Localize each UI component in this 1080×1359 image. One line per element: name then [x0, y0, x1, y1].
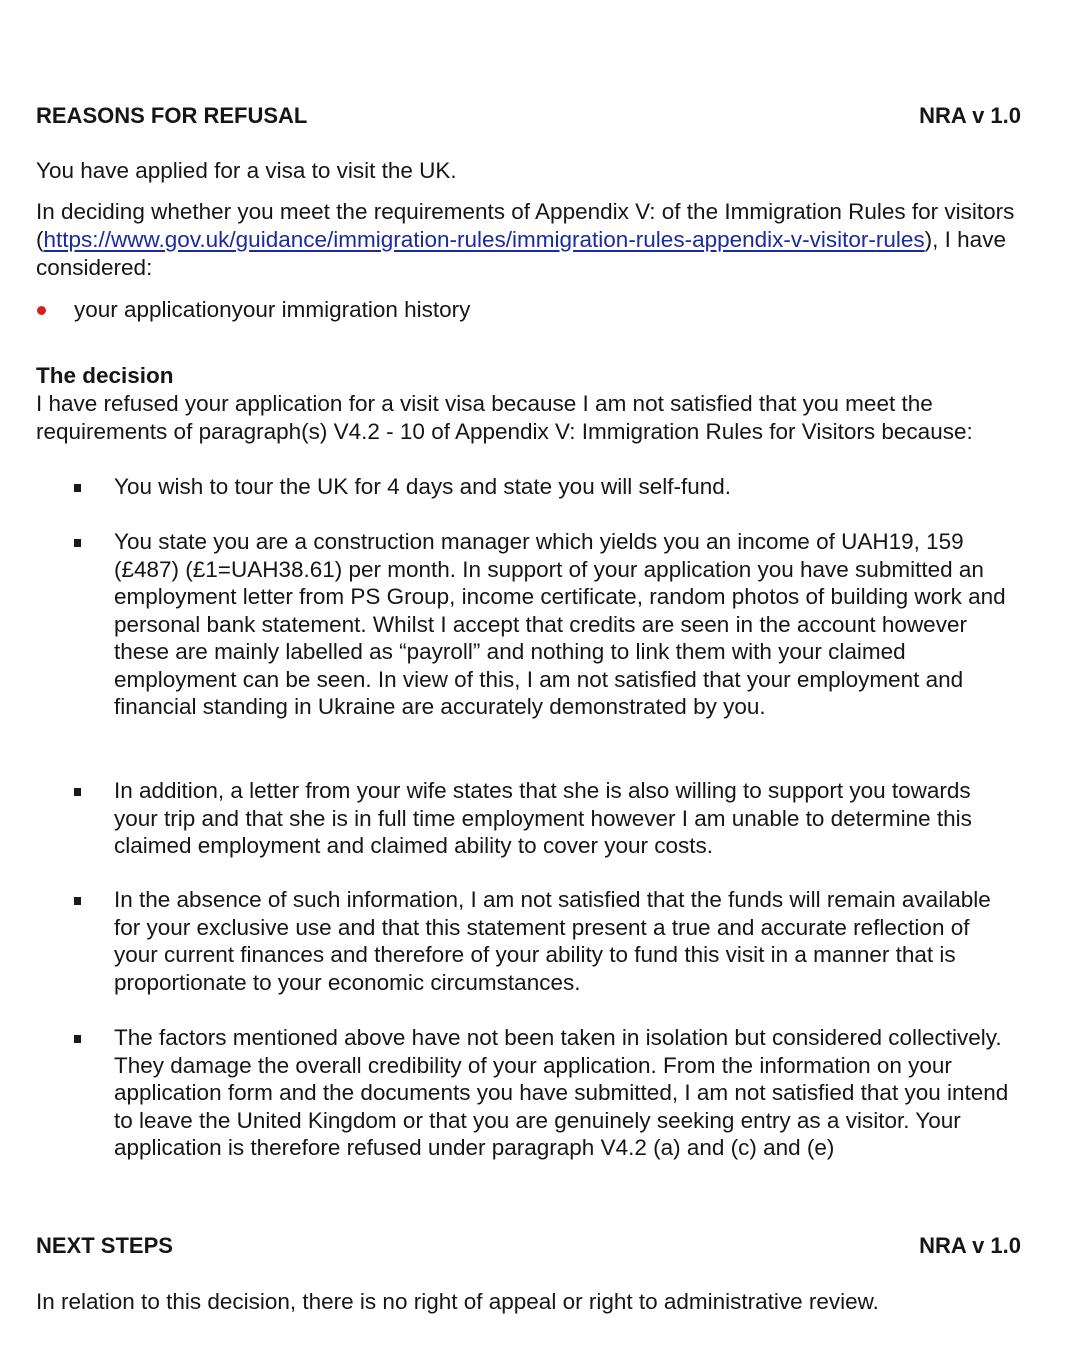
square-bullet-icon	[74, 484, 81, 492]
reason-text: In the absence of such information, I am not satisfied that the funds will remain available for your exclusive use and that this statement present a true and accurate reflection of your current finances and therefore of your ability to fund this visit in a manner that is proportionate to your economic circumstances.	[114, 887, 991, 995]
next-steps-text: In relation to this decision, there is no right of appeal or right to administrative review.	[36, 1289, 879, 1314]
deciding-text-after-link: ), I have considered:	[36, 227, 1006, 280]
red-bullet-icon	[37, 306, 46, 315]
reason-item	[36, 528, 1022, 721]
deciding-text-before-link: In deciding whether you meet the requirements of Appendix V: of the Immigration Rules for visitors (	[36, 199, 1015, 252]
link-text-part-1: https://www.gov.uk/guidance/immigration-rules/immigration-rules-appendix-v-visitor-	[43, 227, 876, 252]
reason-item	[36, 1024, 1022, 1162]
decision-title: The decision	[36, 363, 174, 388]
square-bullet-icon	[74, 897, 81, 905]
link-text-part-2: rules	[875, 227, 925, 252]
immigration-rules-link[interactable]	[44, 227, 925, 252]
applied-statement: You have applied for a visa to visit the UK.	[36, 158, 457, 183]
refusal-version-label: NRA v 1.0	[919, 103, 1021, 128]
reason-item	[36, 777, 1022, 860]
reason-item	[36, 473, 1022, 501]
considered-list	[36, 296, 1022, 324]
square-bullet-icon	[74, 539, 81, 547]
decision-statement: I have refused your application for a visit visa because I am not satisfied that you meet the requirements of paragraph(s) V4.2 - 10 of Appendix V: Immigration Rules for Visitors because:	[36, 391, 973, 444]
considered-item-label: your applicationyour immigration history	[74, 297, 471, 322]
refusal-section-title: REASONS FOR REFUSAL	[36, 103, 308, 128]
next-steps-version-label: NRA v 1.0	[919, 1233, 1021, 1258]
reason-text: In addition, a letter from your wife states that she is also willing to support you towards your trip and that she is in full time employment however I am unable to determine this claimed employment and claimed ability to cover your costs.	[114, 778, 972, 858]
reason-text: The factors mentioned above have not been taken in isolation but considered collectively. They damage the overall credibility of your application. From the information on your application form and the documents you have submitted, I am not satisfied that you intend to leave the United Kingdom or that you are genuinely seeking entry as a visitor. Your application is therefore refused under paragraph V4.2 (a) and (c) and (e)	[114, 1025, 1009, 1160]
refusal-section-header	[36, 102, 1022, 130]
square-bullet-icon	[74, 1035, 81, 1043]
reason-text: You wish to tour the UK for 4 days and state you will self-fund.	[114, 474, 732, 499]
deciding-paragraph	[36, 198, 1026, 282]
list-item	[36, 296, 1022, 324]
reason-text: You state you are a construction manager which yields you an income of UAH19, 159 (£487) (£1=UAH38.61) per month. In support of your application you have submitted an employment letter from PS Group, income certificate, random photos of building work and personal bank statement. Whilst I accept that credits are seen in the account however these are mainly labelled as “payroll” and nothing to link them with your claimed employment can be seen. In view of this, I am not satisfied that your employment and financial standing in Ukraine are accurately demonstrated by you.	[114, 529, 1006, 719]
reason-item	[36, 886, 1022, 996]
next-steps-title: NEXT STEPS	[36, 1233, 173, 1258]
next-steps-section-header	[36, 1232, 1022, 1260]
square-bullet-icon	[74, 788, 81, 796]
